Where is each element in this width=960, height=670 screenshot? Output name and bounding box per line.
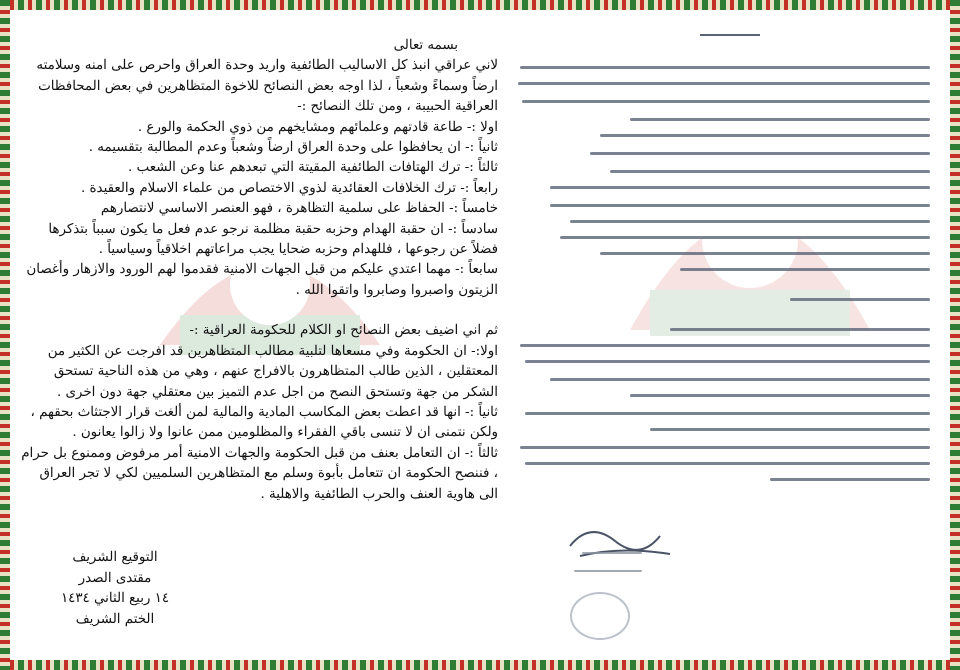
handwriting-line <box>520 446 930 449</box>
handwriting-line <box>790 298 930 301</box>
handwriting-line <box>600 134 930 137</box>
border-top <box>0 0 960 10</box>
document-heading: بسمه تعالى <box>393 38 458 53</box>
handwriting-line <box>582 552 642 554</box>
official-seal-stamp <box>570 592 630 640</box>
handwriting-line <box>570 220 930 223</box>
handwriting-line <box>574 570 642 572</box>
handwriting-line <box>520 66 930 69</box>
border-bottom <box>0 660 960 670</box>
government-advice-3: ثالثاً :- ان التعامل بعنف من قبل الحكومة والجهات الامنية أمر مرفوض وممنوع بل حرام ، فننصح الحكومة ان تتعامل بأبوة وسلم مع المتظاهرين السلميين لكي لا تجر العراق الى هاوية العنف والحرب الطائفية والاهلية . <box>21 445 498 502</box>
signature-label: التوقيع الشريف <box>72 550 158 565</box>
government-intro: ثم اني اضيف بعض النصائح او الكلام للحكومة العراقية :- <box>189 323 498 339</box>
protesters-advice-4: رابعاً :- ترك الخلافات العقائدية لذوي الاختصاص من علماء الاسلام والعقيدة . <box>81 180 498 196</box>
protesters-advice-1: اولا :- طاعة قادتهم وعلمائهم ومشايخهم من ذوي الحكمة والورع . <box>137 119 498 135</box>
handwriting-line <box>600 252 930 255</box>
handwriting-line <box>550 378 930 381</box>
handwritten-heading <box>700 34 760 36</box>
handwriting-line <box>525 412 930 415</box>
handwriting-line <box>525 360 930 363</box>
handwriting-line <box>525 462 930 465</box>
protesters-advice-3: ثالثاً :- ترك الهتافات الطائفية المقيتة التي تبعدهم عنا وعن الشعب . <box>128 160 498 176</box>
handwriting-line <box>630 394 930 397</box>
border-right <box>950 0 960 670</box>
handwriting-line <box>522 100 930 103</box>
handwriting-line <box>590 152 930 155</box>
handwriting-line <box>520 344 930 347</box>
border-left <box>0 0 10 670</box>
handwritten-signature <box>560 516 680 576</box>
signature-name: مقتدى الصدر <box>78 570 152 586</box>
handwriting-line <box>610 170 930 173</box>
handwriting-line <box>770 478 930 481</box>
handwriting-line <box>550 186 930 189</box>
handwriting-line <box>550 204 930 207</box>
handwriting-line <box>560 236 930 239</box>
handwriting-line <box>650 428 930 431</box>
handwriting-line <box>670 328 930 331</box>
government-advice-1: اولا:- ان الحكومة وفي مسعاها لتلبية مطالب المتظاهرين قد افرجت عن الكثير من المعتقلين ، الذين طالب المتظاهرون بالافراج عنهم ، وهي من هذه الناحية تستحق الشكر من جهة وتستحق النصح من اجل عدم التميز بين معتقلي جهة دون اخرى . <box>47 343 498 400</box>
handwriting-line <box>518 82 930 85</box>
handwriting-line <box>680 268 930 271</box>
protesters-advice-5: خامساً :- الحفاظ على سلمية التظاهرة ، فهو العنصر الاساسي لانتصارهم <box>100 201 498 217</box>
signature-seal: الختم الشريف <box>75 611 155 627</box>
signature-block <box>40 548 190 630</box>
protesters-advice-7: سابعاً :- مهما اعتدي عليكم من قبل الجهات الامنية فقدموا لهم الورود والازهار وأغصان الزيتون واصبروا وصابروا واتقوا الله . <box>26 262 498 298</box>
handwritten-original <box>510 30 942 650</box>
signature-date: ١٤ ربيع الثاني ١٤٣٤ <box>60 591 170 607</box>
government-advice-2: ثانياً :- انها قد اعطت بعض المكاسب المادية والمالية لمن ألغت قرار الاجتثاث بحقهم ، ولكن نتمنى ان لا تنسى باقي الفقراء والمظلومين ممن عانوا ولا زالوا يعانون . <box>30 404 498 441</box>
intro-paragraph: لاني عراقي انبذ كل الاساليب الطائفية واريد وحدة العراق واحرص على امنه وسلامته ارضاً وسماءً وشعباً ، لذا اوجه بعض النصائح للاخوة المتظاهرين في بعض المحافظات العراقية الحبيبة ، ومن تلك النصائح :- <box>36 58 498 115</box>
protesters-advice-2: ثانياً :- ان يحافظوا على وحدة العراق ارضاً وشعباً وعدم المطالبة بتقسيمه . <box>88 140 498 156</box>
protesters-advice-6: سادساً :- ان حقبة الهدام وحزبه حقبة مظلمة نرجو عدم فعل ما يكون سبباً بتذكرها فضلاً عن رجوعها ، فللهدام وحزبه ضحايا يجب مراعاتهم اخلاقياً وسياسياً . <box>48 221 498 258</box>
handwriting-line <box>630 118 930 121</box>
